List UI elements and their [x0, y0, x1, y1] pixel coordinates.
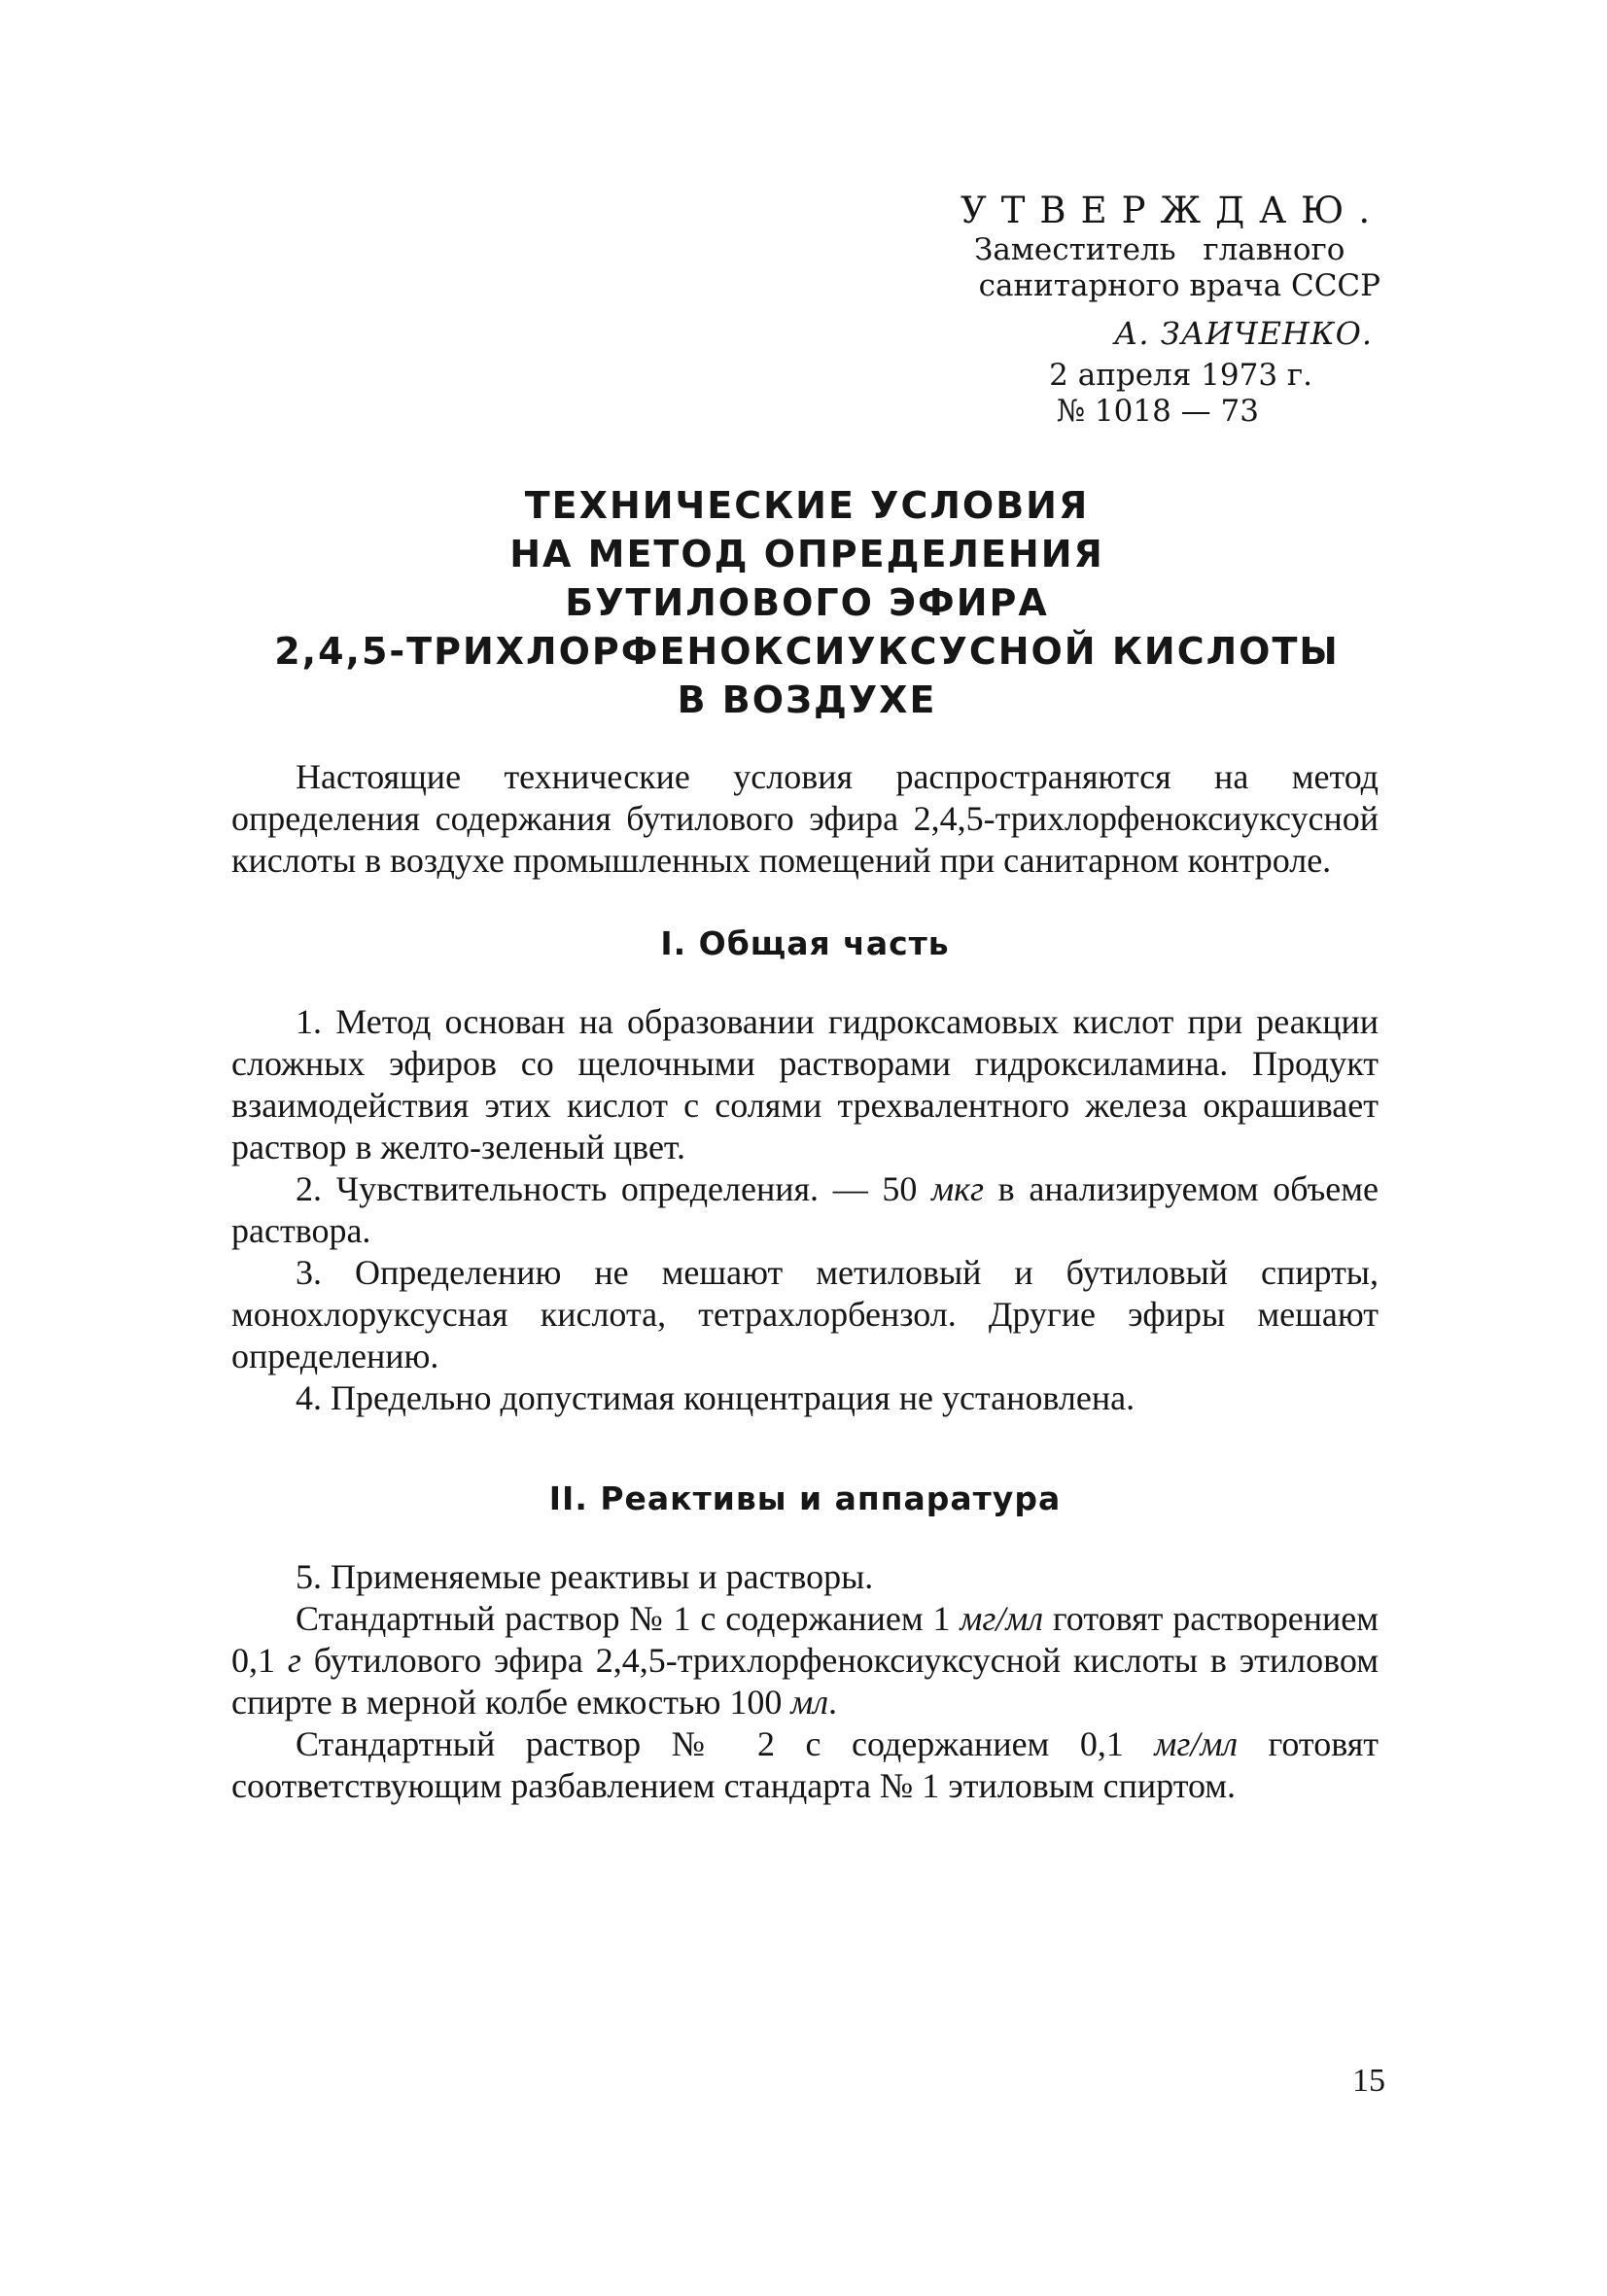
- unit-mg-ml: мг/мл: [1154, 1724, 1239, 1763]
- title-line: ТЕХНИЧЕСКИЕ УСЛОВИЯ: [524, 484, 1090, 527]
- approval-position-line2: санитарного врача СССР: [978, 268, 1380, 303]
- unit-ml: мл: [790, 1683, 829, 1722]
- approval-heading: УТВЕРЖДАЮ.: [961, 190, 1385, 231]
- paragraph-3: 3. Определению не мешают метиловый и бутиловый спирты, монохлоруксусная кислота, тетрахлорбензол. Другие эфиры мешают определению.: [231, 1253, 1379, 1375]
- approval-position-line1: Заместитель главного: [974, 232, 1345, 267]
- paragraph-7: Стандартный раствор № 2 с содержанием 0,1 мг/мл готовят соответствующим разбавлением стандарта № 1 этиловым спиртом.: [231, 1724, 1380, 1805]
- document-title: [233, 481, 1380, 724]
- unit-g: г: [287, 1641, 301, 1680]
- document-body: [231, 756, 1379, 1807]
- unit-mg-ml: мг/мл: [960, 1599, 1044, 1638]
- title-line: 2,4,5-ТРИХЛОРФЕНОКСИУКСУСНОЙ КИСЛОТЫ: [274, 630, 1340, 673]
- paragraph-4: 4. Предельно допустимая концентрация не установлена.: [296, 1378, 1135, 1417]
- title-line: БУТИЛОВОГО ЭФИРА: [565, 581, 1049, 624]
- section1-heading: I. Общая часть: [660, 924, 950, 962]
- section2-heading: II. Реактивы и аппаратура: [548, 1479, 1062, 1517]
- paragraph-6: Стандартный раствор № 1 с содержанием 1 мг/мл готовят растворением 0,1 г бутилового эфира 2,4,5-трихлорфеноксиуксусной кислоты в этиловом спирте в мерной колбе емкостью 100 мл.: [231, 1599, 1379, 1722]
- paragraph-1: 1. Метод основан на образовании гидроксамовых кислот при реакции сложных эфиров со щелочными растворами гидроксиламина. Продукт взаимодействия этих кислот с солями трехвалентного железа окрашивает раствор в желто-зеленый цвет.: [231, 1002, 1379, 1166]
- approval-block: [933, 190, 1385, 430]
- approval-number: № 1018 — 73: [1056, 394, 1259, 429]
- page-number: 15: [1352, 2063, 1385, 2099]
- paragraph-2: 2. Чувствительность определения. — 50 мкг в анализируемом объеме раствора.: [231, 1169, 1380, 1250]
- title-line: НА МЕТОД ОПРЕДЕЛЕНИЯ: [509, 533, 1104, 575]
- paragraph-5: 5. Применяемые реактивы и растворы.: [296, 1557, 874, 1596]
- approval-date: 2 апреля 1973 г.: [1049, 358, 1312, 393]
- intro-paragraph: Настоящие технические условия распространяются на метод определения содержания бутилового эфира 2,4,5-трихлорфеноксиуксусной кислоты в воздухе промышленных помещений при санитарном контроле.: [231, 757, 1379, 880]
- unit-mkg: мкг: [931, 1169, 984, 1208]
- approval-signatory: А. ЗАИЧЕНКО.: [1114, 315, 1373, 352]
- title-line: В ВОЗДУХЕ: [677, 678, 937, 721]
